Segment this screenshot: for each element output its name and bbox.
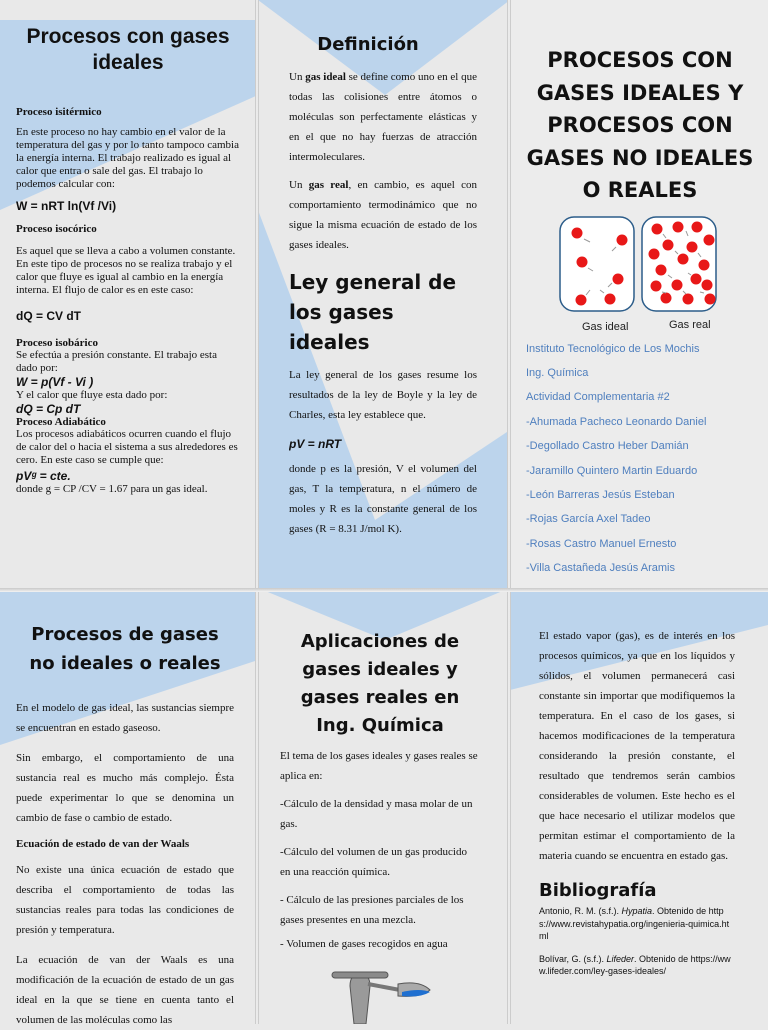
subheading-van-der-waals: Ecuación de estado de van der Waals (16, 838, 190, 850)
section-title: Procesos de gases no ideales o reales (29, 624, 221, 674)
info-line: Ing. Química (526, 366, 589, 379)
section-title: Ley general de los gases ideales (289, 270, 457, 354)
paragraph: Sin embargo, el comportamiento de una sustancia real es mucho más complejo. Ésta puede experimentar lo que se denomina un cambio de fase o cambio de estado. (16, 752, 234, 824)
fold-line-2 (507, 0, 511, 1024)
paragraph: Se efectúa a presión constante. El trabajo esta dado por: (16, 349, 217, 374)
author-line: -Jaramillo Quintero Martin Eduardo (526, 464, 698, 477)
paragraph: La ley general de los gases resume los resultados de la ley de Boyle y la ley de Charles, esta ley establece que. (289, 369, 477, 421)
list-item: - Volumen de gases recogidos en agua (280, 938, 448, 950)
section-title: Definición (317, 34, 419, 55)
text: Bolívar, G. (s.f.). (539, 953, 607, 964)
reference-2 (539, 953, 735, 978)
text: Lifeder (606, 953, 635, 964)
gas-diagram (520, 213, 760, 339)
author-line: -Rosas Castro Manuel Ernesto (526, 537, 677, 550)
paragraph: La ecuación de van der Waals es una modificación de la ecuación de estado de un gas ideal en la que se tiene en cuenta tanto el volumen de las moléculas como las (16, 954, 234, 1026)
subheading-isocorico: Proceso isocórico (16, 223, 97, 235)
subheading-adiabatico: Proceso Adiabático (16, 416, 106, 428)
author-line: -Degollado Castro Heber Damián (526, 440, 689, 453)
author-line: -Ahumada Pacheco Leonardo Daniel (526, 415, 707, 428)
fold-line-horizontal (0, 588, 768, 592)
text: Un (289, 71, 306, 83)
list-item: -Cálculo de la densidad y masa molar de un gas. (280, 798, 473, 830)
author-line: -Rojas García Axel Tadeo (526, 513, 651, 526)
section-title: Aplicaciones de gases ideales y gases reales en Ing. Química (300, 631, 460, 736)
text: Antonio, R. M. (s.f.). (539, 906, 622, 916)
panel-gases-reales (16, 620, 234, 1030)
subheading-isotermico: Proceso isitérmico (16, 106, 102, 118)
paragraph: Los procesos adiabáticos ocurren cuando el flujo de calor del o hacia el sistema a sus alrededores es cero. En este caso se cumple que: (16, 428, 238, 466)
equation: dQ = CV dT (16, 309, 82, 323)
paragraph: donde g = CP /CV = 1.67 para un gas ideal. (16, 483, 208, 495)
panel-estado-vapor (539, 626, 735, 978)
reference-1 (539, 905, 735, 943)
text: . Obtenido de https://www.lifeder.com/ley-gases-ideales/ (539, 953, 731, 976)
paragraph-gas-real (289, 175, 477, 255)
equation: W = nRT ln(Vf /Vi) (16, 199, 117, 213)
gas-real-label: Gas real (669, 318, 711, 331)
fold-line-1 (255, 0, 259, 1024)
paragraph: El tema de los gases ideales y gases reales se aplica en: (280, 750, 478, 782)
subheading-isobarico: Proceso isobárico (16, 337, 98, 349)
text: Un (289, 179, 309, 191)
equation: W = p(Vf - Vi ) (16, 375, 94, 389)
text: . Obtenido de https://www.revistahypatia.org/ingenieria-quimica.html (539, 906, 730, 941)
list-item: -Cálculo del volumen de un gas producido en una reacción química. (280, 846, 467, 878)
equation: pVᵍ = cte. (16, 469, 71, 483)
main-title: PROCESOS CON GASES IDEALES Y PROCESOS CON GASES NO IDEALES O REALES (526, 48, 754, 202)
paragraph: donde p es la presión, V el volumen del gas, T la temperatura, n el número de moles y R es la constante general de los gases (R = 8.31 J/mol K). (289, 463, 477, 535)
panel-aplicaciones (280, 628, 480, 1024)
text: Hypatia (621, 906, 653, 916)
equation: dQ = Cp dT (16, 402, 81, 416)
list-item: - Cálculo de las presiones parciales de los gases presentes en una mezcla. (280, 894, 464, 926)
panel-cover (520, 44, 760, 581)
panel-definicion (289, 34, 477, 539)
paragraph: El estado vapor (gas), es de interés en los procesos químicos, ya que en los líquidos y sólidos, el volumen permanecerá casi constante sin importar que modifiquemos la temperatura. En el caso de los gases, si hacemos modificaciones de la temperatura considerando la presión constante, el resultado que tendremos serán cambios considerables de volumen. Este hecho es el que hace necesario el utilizar modelos que permitan estimar el comportamiento de la materia cuando se encuentra en estado gas. (539, 630, 735, 862)
author-line: -Villa Castañeda Jesús Aramis (526, 562, 675, 575)
text: se define como uno en el que todas las colisiones entre átomos o moléculas son perfectamente elásticas y en el que no hay fuerzas de atracción intermoleculares. (289, 71, 477, 163)
panel-procesos-ideales (16, 24, 240, 496)
paragraph: No existe una única ecuación de estado que describa el comportamiento de todas las sustancias reales para todas las condiciones de presión y temperatura. (16, 864, 234, 936)
gas-ideal-label: Gas ideal (582, 320, 629, 333)
paragraph: En este proceso no hay cambio en el valor de la temperatura del gas y por lo tanto tampoco cambia la energía interna. El trabajo realizado es igual al calor que entra o sale del gas. El trabajo lo podemos calcular con: (16, 126, 239, 190)
paragraph: Es aquel que se lleva a cabo a volumen constante. En este tipo de procesos no se realiza trabajo y el calor que fluye es igual al cambio en la energía interna. El flujo de calor es en este caso: (16, 245, 236, 296)
author-line: -León Barreras Jesús Esteban (526, 488, 675, 501)
info-line: Instituto Tecnológico de Los Mochis (526, 342, 700, 355)
equation: pV = nRT (289, 437, 342, 451)
term-gas-real: gas real (308, 179, 349, 191)
info-line: Actividad Complementaria #2 (526, 391, 670, 404)
lab-flask-illustration (280, 964, 480, 1024)
bibliography-title: Bibliografía (539, 880, 657, 901)
paragraph-gas-ideal (289, 67, 477, 167)
cover-info (526, 337, 760, 581)
paragraph: Y el calor que fluye esta dado por: (16, 389, 168, 401)
term-gas-ideal: gas ideal (305, 71, 346, 83)
gas-ideal-box (560, 217, 634, 311)
panel-title: Procesos con gases ideales (26, 25, 230, 74)
text: , en cambio, es aquel con comportamiento termodinámico que no sigue la misma ecuación de estado de los gases ideales. (289, 179, 477, 251)
paragraph: En el modelo de gas ideal, las sustancias siempre se encuentran en estado gaseoso. (16, 702, 234, 734)
